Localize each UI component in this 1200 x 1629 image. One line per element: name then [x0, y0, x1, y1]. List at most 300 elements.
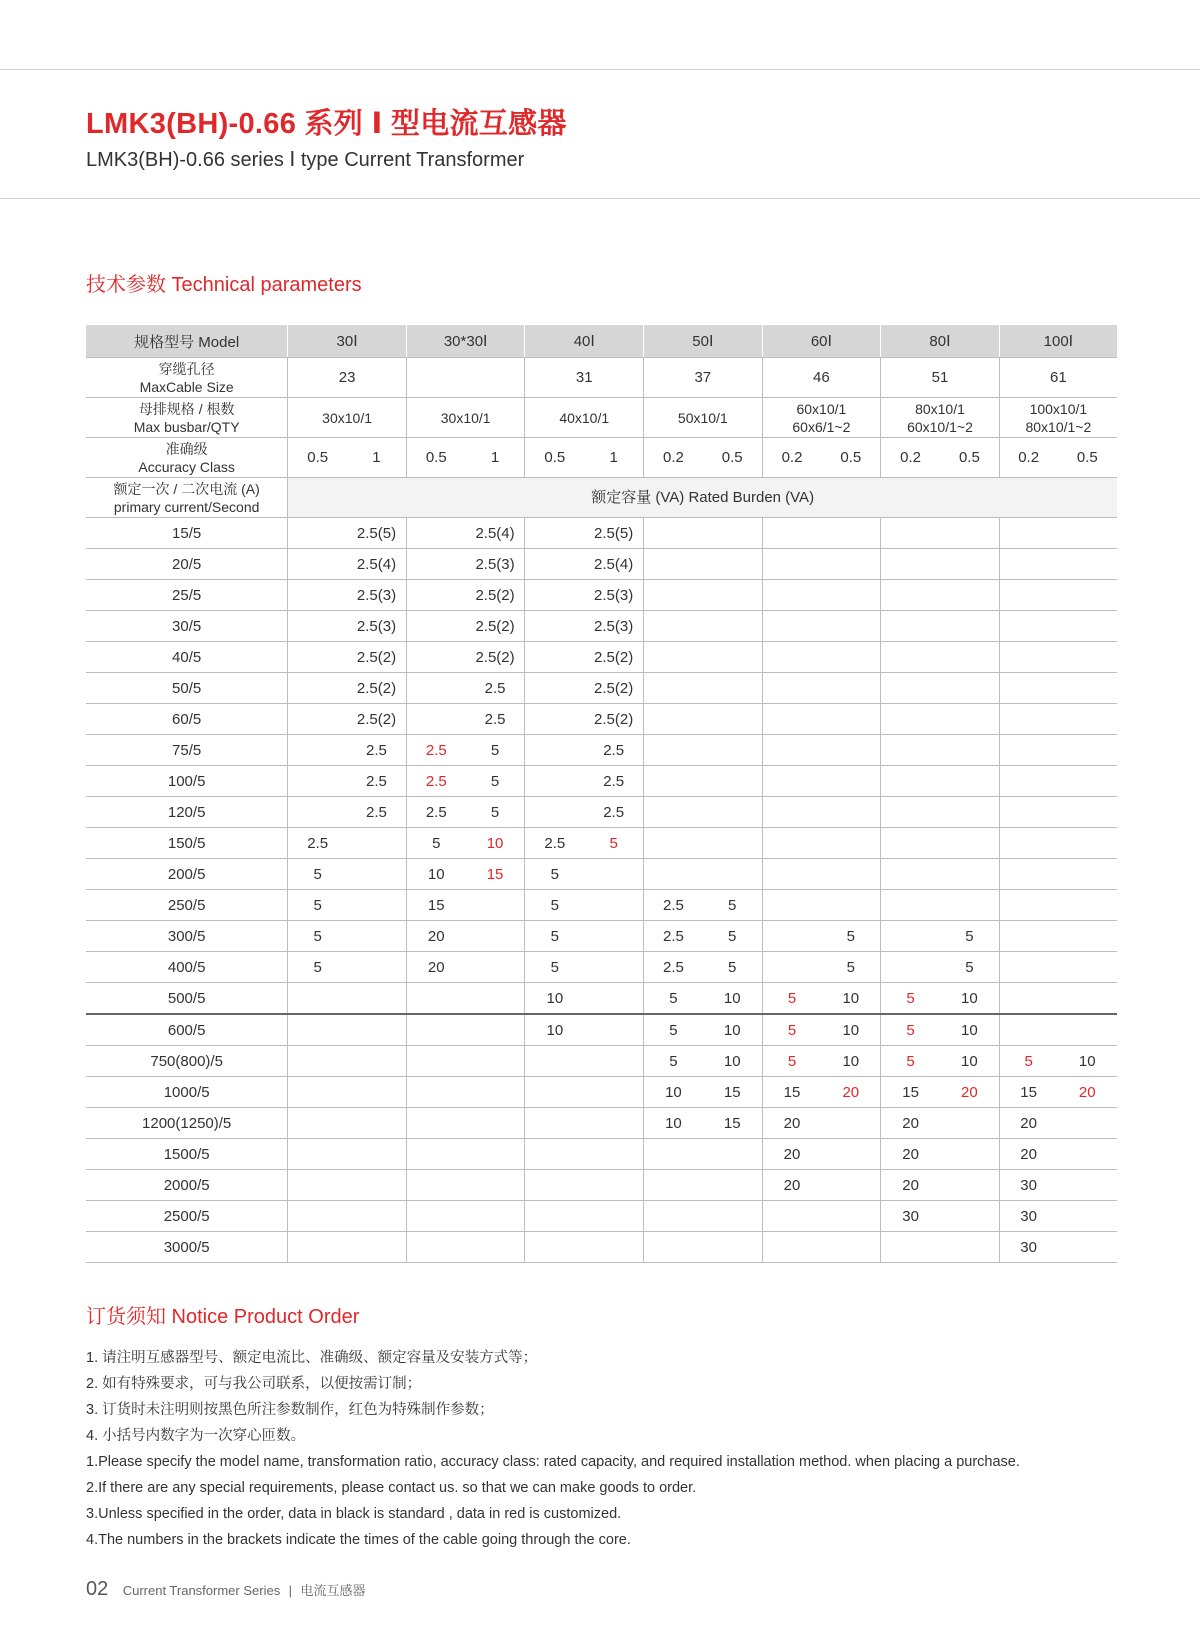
burden-cell	[999, 766, 1057, 797]
page-title-en: LMK3(BH)-0.66 series Ⅰ type Current Transformer	[86, 149, 525, 171]
current-ratio-cell: 600/5	[86, 1014, 288, 1046]
burden-cell	[1058, 952, 1117, 983]
burden-cell	[525, 518, 584, 549]
current-ratio-cell: 100/5	[86, 766, 288, 797]
cable-size-cell: 61	[999, 358, 1117, 398]
accuracy-row	[86, 438, 1117, 478]
burden-cell	[703, 673, 762, 704]
burden-cell	[999, 890, 1057, 921]
burden-cell	[644, 828, 703, 859]
burden-cell	[999, 518, 1057, 549]
burden-cell	[703, 766, 762, 797]
page-title-zh: LMK3(BH)-0.66 系列 Ⅰ 型电流互感器	[86, 108, 567, 140]
burden-cell	[347, 1139, 406, 1170]
current-label-zh: 额定一次 / 二次电流 (A)	[113, 480, 260, 497]
table-row	[86, 735, 1117, 766]
burden-cell	[762, 704, 821, 735]
burden-cell: 2.5	[644, 890, 703, 921]
burden-cell	[762, 1232, 821, 1263]
burden-cell	[762, 611, 821, 642]
burden-cell: 5	[466, 766, 525, 797]
model-50: 50Ⅰ	[644, 325, 763, 358]
burden-cell	[584, 952, 643, 983]
burden-cell	[1058, 797, 1117, 828]
burden-cell	[940, 704, 999, 735]
note-line: 4.The numbers in the brackets indicate the times of the cable going through the core.	[86, 1532, 631, 1548]
burden-cell: 10	[406, 859, 465, 890]
burden-cell: 15	[406, 890, 465, 921]
accuracy-cell: 0.5	[703, 438, 762, 478]
burden-cell: 2.5(2)	[347, 642, 406, 673]
current-ratio-cell: 750(800)/5	[86, 1046, 288, 1077]
burden-cell	[347, 1201, 406, 1232]
burden-cell: 5	[644, 1014, 703, 1046]
current-ratio-cell: 150/5	[86, 828, 288, 859]
burden-cell	[584, 1139, 643, 1170]
burden-cell	[584, 1108, 643, 1139]
page-number: 02	[86, 1578, 109, 1600]
busbar-line: 60x10/1	[796, 400, 847, 417]
burden-cell	[999, 580, 1057, 611]
burden-cell: 5	[466, 735, 525, 766]
burden-cell	[821, 642, 880, 673]
burden-cell	[821, 797, 880, 828]
busbar-cell	[762, 398, 881, 438]
burden-cell	[347, 1014, 406, 1046]
header-rule	[0, 198, 1200, 199]
current-label-en: primary current/Second	[113, 498, 260, 515]
burden-cell: 2.5(2)	[584, 673, 643, 704]
burden-cell	[525, 735, 584, 766]
cable-size-cell: 46	[762, 358, 881, 398]
accuracy-cell: 0.2	[644, 438, 703, 478]
burden-cell	[347, 983, 406, 1015]
technical-parameters-table	[86, 325, 1117, 1263]
burden-cell	[762, 921, 821, 952]
burden-cell	[940, 611, 999, 642]
burden-cell	[288, 1139, 347, 1170]
burden-cell	[999, 549, 1057, 580]
burden-cell	[406, 642, 465, 673]
burden-cell	[466, 1232, 525, 1263]
burden-cell	[406, 611, 465, 642]
busbar-label-en: Max busbar/QTY	[133, 418, 240, 435]
burden-cell: 20	[881, 1108, 940, 1139]
burden-cell	[762, 518, 821, 549]
model-100: 100Ⅰ	[999, 325, 1117, 358]
burden-cell: 5	[881, 1014, 940, 1046]
current-ratio-cell: 400/5	[86, 952, 288, 983]
note-line: 1.Please specify the model name, transformation ratio, accuracy class: rated capacity, and required installation method. when placing a purchase.	[86, 1454, 1020, 1470]
burden-cell	[525, 1232, 584, 1263]
burden-cell	[821, 1232, 880, 1263]
burden-cell: 5	[525, 952, 584, 983]
burden-cell: 2.5(4)	[584, 549, 643, 580]
burden-cell: 2.5(2)	[466, 580, 525, 611]
table-row	[86, 704, 1117, 735]
footer-separator: |	[288, 1583, 293, 1598]
table-row	[86, 1108, 1117, 1139]
order-notes	[86, 1345, 1020, 1553]
note-line: 3. 订货时未注明则按黑色所注参数制作，红色为特殊制作参数；	[86, 1402, 494, 1418]
burden-cell	[406, 1201, 465, 1232]
burden-cell	[584, 983, 643, 1015]
burden-cell: 30	[999, 1201, 1057, 1232]
burden-cell	[881, 766, 940, 797]
burden-cell	[1058, 766, 1117, 797]
burden-cell	[940, 580, 999, 611]
burden-cell	[999, 983, 1057, 1015]
busbar-line: 60x10/1~2	[907, 418, 973, 435]
burden-cell	[1058, 1201, 1117, 1232]
burden-cell	[703, 611, 762, 642]
burden-cell	[881, 704, 940, 735]
burden-cell	[1058, 983, 1117, 1015]
burden-cell	[1058, 1232, 1117, 1263]
burden-cell	[584, 1170, 643, 1201]
table-row	[86, 549, 1117, 580]
burden-cell: 5	[703, 952, 762, 983]
burden-cell	[644, 859, 703, 890]
burden-cell	[525, 642, 584, 673]
accuracy-label-zh: 准确级	[165, 440, 208, 457]
table-row	[86, 1201, 1117, 1232]
burden-cell: 2.5(3)	[347, 611, 406, 642]
burden-cell	[762, 766, 821, 797]
current-ratio-cell: 3000/5	[86, 1232, 288, 1263]
current-ratio-cell: 20/5	[86, 549, 288, 580]
burden-cell	[1058, 828, 1117, 859]
burden-cell	[703, 518, 762, 549]
burden-cell	[347, 1232, 406, 1263]
burden-cell: 5	[999, 1046, 1057, 1077]
top-rule	[0, 69, 1200, 70]
burden-cell	[584, 859, 643, 890]
note-line: 1. 请注明互感器型号、额定电流比、准确级、额定容量及安装方式等；	[86, 1350, 538, 1366]
burden-cell	[525, 549, 584, 580]
busbar-cell	[999, 398, 1117, 438]
burden-cell: 2.5	[288, 828, 347, 859]
burden-cell	[525, 1170, 584, 1201]
burden-cell	[821, 611, 880, 642]
burden-cell	[466, 1170, 525, 1201]
rated-burden-label: 额定容量 (VA) Rated Burden (VA)	[288, 478, 1117, 518]
burden-cell	[525, 1201, 584, 1232]
burden-cell: 15	[999, 1077, 1057, 1108]
current-ratio-cell: 60/5	[86, 704, 288, 735]
burden-cell	[288, 1108, 347, 1139]
burden-cell	[1058, 1108, 1117, 1139]
burden-cell	[1058, 1170, 1117, 1201]
burden-cell	[821, 890, 880, 921]
burden-cell	[940, 828, 999, 859]
burden-cell	[584, 1232, 643, 1263]
burden-cell	[881, 735, 940, 766]
burden-cell	[881, 828, 940, 859]
burden-cell: 2.5	[347, 766, 406, 797]
burden-cell	[999, 735, 1057, 766]
burden-cell: 15	[881, 1077, 940, 1108]
burden-cell	[821, 1170, 880, 1201]
burden-cell: 2.5(5)	[584, 518, 643, 549]
burden-cell: 5	[940, 952, 999, 983]
burden-cell	[940, 1201, 999, 1232]
busbar-line: 100x10/1	[1029, 400, 1088, 417]
burden-cell	[940, 642, 999, 673]
current-ratio-cell: 1500/5	[86, 1139, 288, 1170]
burden-cell	[525, 797, 584, 828]
model-40: 40Ⅰ	[525, 325, 644, 358]
burden-cell	[1058, 518, 1117, 549]
burden-cell	[703, 797, 762, 828]
burden-cell	[644, 580, 703, 611]
burden-cell	[821, 704, 880, 735]
burden-cell: 10	[525, 983, 584, 1015]
burden-cell: 5	[288, 859, 347, 890]
burden-cell: 2.5	[584, 797, 643, 828]
accuracy-label	[86, 438, 288, 478]
burden-cell	[999, 642, 1057, 673]
table-row	[86, 1170, 1117, 1201]
burden-cell: 30	[999, 1170, 1057, 1201]
burden-cell: 20	[406, 952, 465, 983]
burden-cell	[881, 580, 940, 611]
model-60: 60Ⅰ	[762, 325, 881, 358]
burden-cell	[288, 611, 347, 642]
burden-cell	[1058, 1014, 1117, 1046]
burden-cell: 30	[881, 1201, 940, 1232]
busbar-cell	[644, 398, 763, 438]
burden-cell	[940, 859, 999, 890]
burden-cell	[703, 1170, 762, 1201]
table-row	[86, 1139, 1117, 1170]
burden-cell	[999, 673, 1057, 704]
burden-cell: 15	[466, 859, 525, 890]
note-line: 2.If there are any special requirements, please contact us. so that we can make goods to order.	[86, 1480, 697, 1496]
burden-cell: 2.5	[644, 952, 703, 983]
burden-cell	[940, 1139, 999, 1170]
burden-cell	[466, 1046, 525, 1077]
cable-size-cell: 23	[288, 358, 407, 398]
burden-cell: 2.5	[347, 735, 406, 766]
burden-cell: 2.5(3)	[347, 580, 406, 611]
burden-cell	[762, 673, 821, 704]
burden-cell	[999, 797, 1057, 828]
burden-cell	[466, 1201, 525, 1232]
burden-cell	[644, 673, 703, 704]
burden-cell: 2.5	[525, 828, 584, 859]
table-row	[86, 518, 1117, 549]
burden-cell	[288, 1077, 347, 1108]
current-ratio-cell: 1200(1250)/5	[86, 1108, 288, 1139]
burden-cell	[999, 921, 1057, 952]
note-line: 3.Unless specified in the order, data in black is standard , data in red is customized.	[86, 1506, 622, 1522]
burden-cell: 10	[703, 1014, 762, 1046]
accuracy-cell: 0.2	[762, 438, 821, 478]
accuracy-cell: 0.5	[1058, 438, 1117, 478]
busbar-line: 80x10/1~2	[1025, 418, 1092, 435]
burden-cell	[288, 983, 347, 1015]
burden-cell	[1058, 1139, 1117, 1170]
burden-cell	[644, 1139, 703, 1170]
busbar-cell	[881, 398, 1000, 438]
cable-size-cell: 37	[644, 358, 763, 398]
burden-cell	[762, 549, 821, 580]
burden-cell	[821, 1201, 880, 1232]
accuracy-cell: 0.5	[406, 438, 465, 478]
burden-cell	[347, 1108, 406, 1139]
cable-size-cell	[406, 358, 525, 398]
cable-size-label	[86, 358, 288, 398]
busbar-cell	[525, 398, 644, 438]
burden-cell	[940, 766, 999, 797]
burden-cell: 10	[703, 983, 762, 1015]
note-line: 4. 小括号内数字为一次穿心匝数。	[86, 1428, 306, 1444]
burden-cell	[525, 1077, 584, 1108]
burden-cell: 20	[881, 1139, 940, 1170]
burden-cell: 20	[940, 1077, 999, 1108]
burden-cell	[347, 921, 406, 952]
burden-cell: 2.5(3)	[466, 549, 525, 580]
burden-cell	[821, 828, 880, 859]
burden-cell	[288, 1232, 347, 1263]
burden-cell	[406, 673, 465, 704]
burden-cell	[999, 1014, 1057, 1046]
burden-cell: 5	[762, 983, 821, 1015]
burden-cell	[1058, 642, 1117, 673]
current-ratio-cell: 2500/5	[86, 1201, 288, 1232]
current-ratio-cell: 300/5	[86, 921, 288, 952]
current-ratio-cell: 30/5	[86, 611, 288, 642]
burden-cell	[644, 1170, 703, 1201]
burden-cell: 5	[644, 983, 703, 1015]
burden-cell	[288, 549, 347, 580]
burden-cell	[999, 828, 1057, 859]
burden-cell	[584, 1046, 643, 1077]
burden-cell: 30	[999, 1232, 1057, 1263]
burden-cell	[406, 704, 465, 735]
burden-cell: 5	[881, 1046, 940, 1077]
burden-cell	[881, 952, 940, 983]
burden-cell: 5	[703, 921, 762, 952]
burden-cell	[703, 642, 762, 673]
current-ratio-cell: 500/5	[86, 983, 288, 1015]
burden-cell	[466, 983, 525, 1015]
burden-cell	[940, 735, 999, 766]
burden-cell: 10	[525, 1014, 584, 1046]
burden-cell	[940, 1170, 999, 1201]
cable-size-label-en: MaxCable Size	[139, 378, 234, 395]
burden-cell	[1058, 704, 1117, 735]
burden-cell	[703, 859, 762, 890]
busbar-cell	[288, 398, 407, 438]
burden-cell	[999, 704, 1057, 735]
burden-cell: 5	[762, 1014, 821, 1046]
burden-cell	[821, 859, 880, 890]
burden-cell	[288, 673, 347, 704]
model-label: 规格型号 Model	[86, 325, 288, 358]
burden-cell	[584, 890, 643, 921]
burden-cell	[821, 735, 880, 766]
accuracy-cell: 0.5	[940, 438, 999, 478]
burden-cell	[762, 828, 821, 859]
burden-cell: 5	[940, 921, 999, 952]
burden-cell: 10	[940, 1046, 999, 1077]
burden-cell	[703, 735, 762, 766]
burden-cell	[881, 549, 940, 580]
current-ratio-cell: 25/5	[86, 580, 288, 611]
burden-cell	[406, 549, 465, 580]
burden-cell	[821, 1108, 880, 1139]
burden-cell	[288, 1201, 347, 1232]
table-row	[86, 1014, 1117, 1046]
burden-cell	[525, 766, 584, 797]
burden-cell: 5	[644, 1046, 703, 1077]
burden-cell	[1058, 611, 1117, 642]
burden-cell	[762, 952, 821, 983]
burden-cell	[1058, 549, 1117, 580]
burden-cell	[288, 797, 347, 828]
accuracy-label-en: Accuracy Class	[138, 458, 235, 475]
burden-cell	[288, 518, 347, 549]
burden-cell	[466, 1077, 525, 1108]
table-row	[86, 828, 1117, 859]
model-30: 30Ⅰ	[288, 325, 407, 358]
burden-cell: 10	[1058, 1046, 1117, 1077]
burden-cell: 2.5	[466, 673, 525, 704]
note-line: 2. 如有特殊要求，可与我公司联系，以便按需订制；	[86, 1376, 422, 1392]
burden-cell	[703, 828, 762, 859]
burden-cell: 5	[762, 1046, 821, 1077]
burden-cell	[821, 766, 880, 797]
burden-cell	[821, 673, 880, 704]
accuracy-cell: 0.2	[881, 438, 940, 478]
burden-cell	[1058, 921, 1117, 952]
burden-cell	[644, 735, 703, 766]
table-row	[86, 921, 1117, 952]
current-header-row	[86, 478, 1117, 518]
burden-cell	[940, 549, 999, 580]
burden-cell	[999, 611, 1057, 642]
busbar-line: 80x10/1	[915, 400, 965, 417]
burden-cell: 2.5(2)	[584, 704, 643, 735]
burden-cell	[406, 1014, 465, 1046]
table-row	[86, 580, 1117, 611]
burden-cell: 2.5	[347, 797, 406, 828]
burden-cell	[881, 642, 940, 673]
burden-cell	[821, 518, 880, 549]
burden-cell: 2.5(2)	[347, 704, 406, 735]
burden-cell	[644, 549, 703, 580]
burden-cell	[347, 890, 406, 921]
busbar-line: 40x10/1	[559, 409, 610, 426]
burden-cell	[525, 611, 584, 642]
burden-cell: 10	[644, 1108, 703, 1139]
burden-cell: 5	[525, 890, 584, 921]
burden-cell	[406, 1139, 465, 1170]
cable-size-label-zh: 穿缆孔径	[158, 360, 215, 377]
current-ratio-cell: 2000/5	[86, 1170, 288, 1201]
burden-cell: 2.5	[466, 704, 525, 735]
burden-cell: 20	[821, 1077, 880, 1108]
busbar-cell	[406, 398, 525, 438]
busbar-line: 50x10/1	[677, 409, 728, 426]
table-row	[86, 1046, 1117, 1077]
burden-cell	[1058, 890, 1117, 921]
busbar-line: 60x6/1~2	[792, 418, 851, 435]
burden-cell	[821, 1139, 880, 1170]
burden-cell: 20	[762, 1139, 821, 1170]
